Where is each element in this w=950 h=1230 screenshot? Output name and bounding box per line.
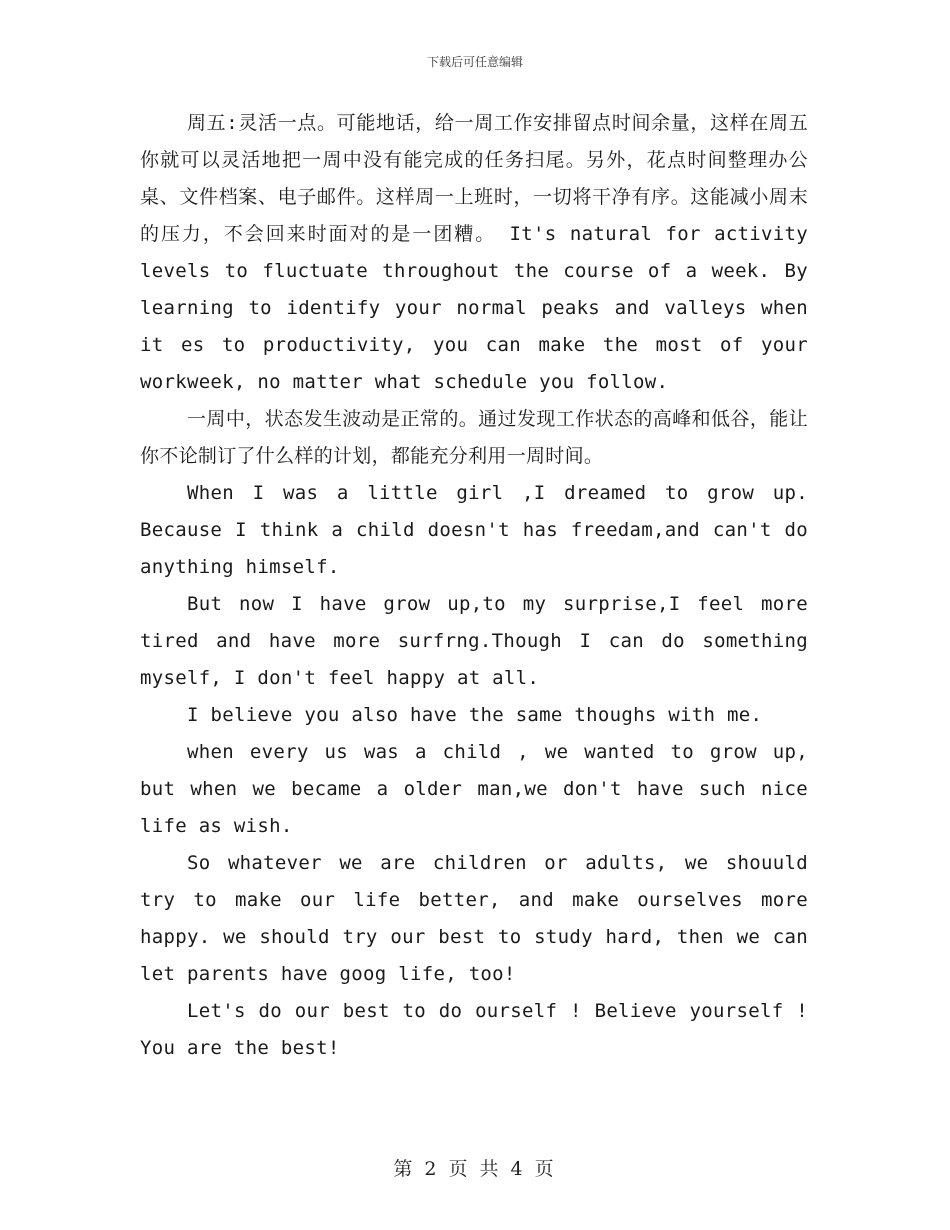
document-body <box>140 105 808 1067</box>
paragraph-do-our-best: Let's do our best to do ourself ! Believe yourself ! You are the best! <box>140 1000 808 1059</box>
paragraph-every-child: when every us was a child , we wanted to grow up, but when we became a older man,we don't have such nice life as wish. <box>140 741 808 837</box>
page-number: 第 2 页 共 4 页 <box>393 1158 557 1180</box>
paragraph-grown-up: But now I have grow up,to my surprise,I feel more tired and have more surfrng.Though I can do something myself, I don't feel happy at all. <box>140 593 808 689</box>
paragraph-same-thoughts: I believe you also have the same thoughs with me. <box>187 704 763 726</box>
paragraph-little-girl: When I was a little girl ,I dreamed to grow up. Because I think a child doesn't has freedam,and can't do anything himself. <box>140 482 808 578</box>
paragraph-whatever: So whatever we are children or adults, we shouuld try to make our life better, and make ourselves more happy. we should try our best to study hard, then we can let parents have goog life, too! <box>140 852 808 985</box>
paragraph-weekly-fluctuation: 一周中，状态发生波动是正常的。通过发现工作状态的高峰和低谷，能让你不论制订了什么样的计划，都能充分利用一周时间。 <box>140 408 808 467</box>
page-header: 下载后可任意编辑 <box>426 55 523 69</box>
paragraph-friday: 周五:灵活一点。可能地话，给一周工作安排留点时间余量，这样在周五你就可以灵活地把一周中没有能完成的任务扫尾。另外，花点时间整理办公桌、文件档案、电子邮件。这样周一上班时，一切将干净有序。这能减小周末的压力，不会回来时面对的是一团糟。 It's natural for activity levels to fluctuate throughout the course of a week. By learning to identify your normal peaks and valleys when it es to productivity, you can make the most of your workweek, no matter what schedule you follow. <box>140 112 808 393</box>
